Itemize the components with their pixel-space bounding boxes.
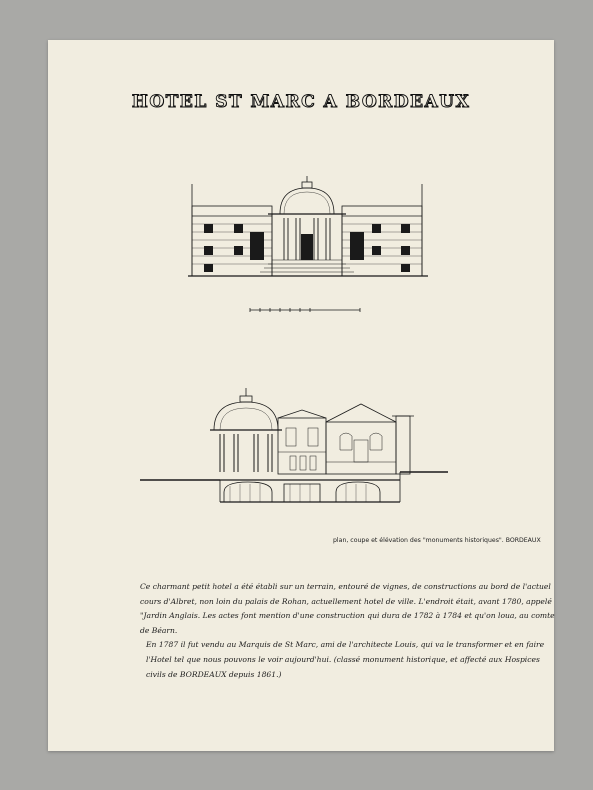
description-paragraph-1: Ce charmant petit hotel a été établi sur un terrain, entouré de vignes, de constructions au bord de l'actuel cours d'Albret, non loin du palais de Rohan, actuellement hotel de ville. L'endroit était, avant 1780, appelé "Jardin Anglais. Les actes font mention d'une construction qui dura de 1782 à 1784 et qu'on loua, au comte de Béarn.	[140, 582, 555, 635]
section-drawing	[140, 380, 450, 506]
document-sheet	[48, 40, 554, 751]
page-title	[48, 92, 554, 112]
title-text: HOTEL ST MARC A BORDEAUX	[131, 92, 471, 112]
description-paragraph-2: En 1787 il fut vendu au Marquis de St Marc, ami de l'architecte Louis, qui va le transformer et en faire l'Hotel tel que nous pouvons le voir aujourd'hui. (classé monument historique, et affecté aux Hospices civils de BORDEAUX depuis 1861.)	[146, 640, 545, 679]
elevation-drawing	[188, 176, 428, 280]
drawing-caption: plan, coupe et élévation des "monuments historiques". BORDEAUX	[333, 537, 541, 544]
handwritten-description	[140, 580, 560, 682]
scale-bar	[248, 306, 364, 316]
